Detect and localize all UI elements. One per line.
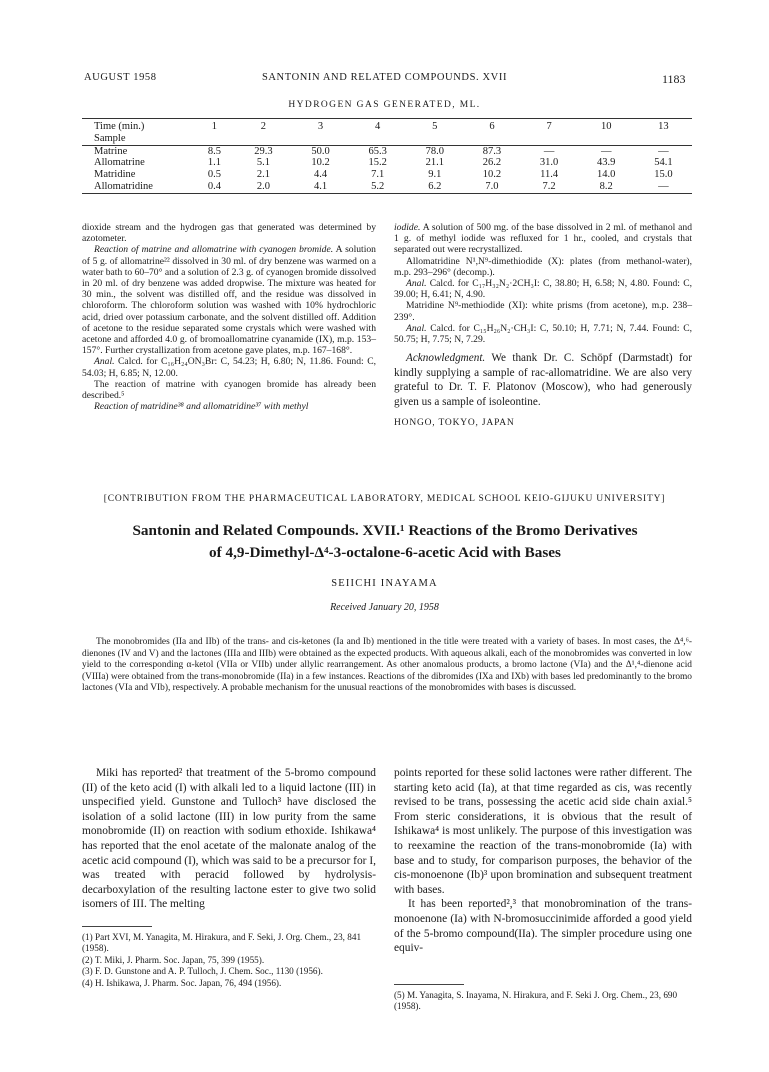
table-header-cell: 4 [375,121,381,132]
table-cell: 9.1 [428,169,442,181]
table-cell: 14.0 [597,169,616,181]
footnote: (1) Part XVI, M. Yanagita, M. Hirakura, and F. Seki, J. Org. Chem., 23, 841 (1958). [82,932,362,954]
acknowledgment [394,351,692,409]
table-cell: 4.4 [313,169,328,181]
table-cell: 50.0 [311,145,330,157]
table-cell: 1.1 [207,157,221,169]
table-cell: 54.1 [654,157,673,169]
table-cell: 21.1 [425,157,444,169]
paragraph [82,401,376,412]
table-header-cell: 2 [260,121,266,132]
section-heading: iodide. [394,222,421,233]
table-cell: — [600,145,612,157]
table-row [82,145,692,157]
section-heading: Reaction of matrine and allomatrine with cyanogen bromide. [94,244,334,256]
footnotes-left [82,932,376,989]
received-date: Received January 20, 1958 [330,602,439,613]
table-header-cell: 7 [546,121,552,132]
table-header-cell: 10 [600,121,612,132]
paragraph-text: Calcd. for C₁₅H₂₆N₂·CH₃I: C, 50.10; H, 7.71; N, 7.44. Found: C, 50.75; H, 7.75; N, 7.29. [394,322,692,346]
table-cell: 6.2 [406,181,463,193]
table-caption: HYDROGEN GAS GENERATED, ML. [288,100,481,110]
paragraph-text: A solution of 5 g. of allomatrine²² dissolved in 30 ml. of dry benzene was warmed on a water bath to 60–70° and a solution of 2.3 g. of cyanogen bromide dissolved in 20 ml. of dry benzene was added dropwise. The mixture was heated for 30 min., the solvent was distilled off, and the residue was dissolved in chloroform. The chloroform solution was washed with 10% hydrochloric acid, dried over potassium carbonate, and the solvent distilled off. Addition of acetone to the residue separated some crystals which were washed with acetone and afforded 4.0 g. of bromoallomatrine cyanamide (IX), m.p. 153–157°. Further crystallization from acetone gave plates, m.p. 167–168°. [82,244,376,357]
footnote: (4) H. Ishikawa, J. Pharm. Soc. Japan, 76, 494 (1956). [82,977,282,988]
paragraph: dioxide stream and the hydrogen gas that generated was determined by azotometer. [82,222,376,245]
table-header-cell: 6 [489,121,495,132]
table-cell: 7.2 [521,181,578,193]
table-header-cell: 5 [432,121,438,132]
footnote: (2) T. Miki, J. Pharm. Soc. Japan, 75, 399 (1955). [82,954,265,965]
table-sample-row [82,133,692,145]
table-cell: 8.2 [578,181,635,193]
paragraph [394,323,692,345]
table-cell: 65.3 [368,145,387,157]
paragraph-text: Calcd. for C₁₇H₃₂N₂·2CH₃I: C, 38.80; H, 6.58; N, 4.80. Found: C, 39.00; H, 6.41; N, 4.90. [394,278,692,301]
row-label: Allomatridine [82,181,194,193]
paragraph: Allomatridine N¹,N⁹-dimethiodide (X): plates (from methanol-water), m.p. 293–296° (decomp.). [394,255,692,278]
table-cell: 7.1 [371,169,385,181]
table-cell: 43.9 [597,157,616,169]
footnote-rule [82,926,152,927]
body-right-column [394,766,692,956]
table-cell: 4.1 [292,181,349,193]
table-cell: 7.0 [463,181,520,193]
paragraph-text: A solution of 500 mg. of the base dissolved in 2 ml. of methanol and 1 g. of methyl iodide was refluxed for 1 hr., cooled, and crystals that separated out were recrystallized. [394,222,692,256]
paragraph: It has been reported²,³ that monobromination of the trans-monoenone (Ia) with N-bromosuccinimide afforded a good yield of the 5-bromo compound(IIa). The simpler procedure using one equiv- [394,898,692,955]
table-header-cell: 3 [317,121,324,132]
article-title-line-1: Santonin and Related Compounds. XVII.¹ Reactions of the Bromo Derivatives [132,522,638,539]
affiliation: HONGO, TOKYO, JAPAN [394,417,515,428]
table-cell: 26.2 [482,157,502,169]
table-cell: 11.4 [540,169,559,181]
table-cell: 15.2 [368,157,387,169]
paragraph: Miki has reported² that treatment of the 5-bromo compound (II) of the keto acid (I) with alkali led to a liquid lactone (III) in unspecified yield. Gunstone and Tulloch³ have disclosed the isolation of a solid lactone (III) in low purity from the same monobromide (II) on reaction with sodium ethoxide. Ishikawa⁴ has reported that the enol acetate of the malonate analog of the acetic acid compound (I), which was said to be a precursor for I, was treated with peracid followed by hydrolysis-decarboxylation of the resulting lactone ester to give two solid isomers of III. The melting [82,767,376,911]
table-cell: 15.0 [654,169,673,181]
table-cell: 2.0 [235,181,292,193]
footnotes-right [394,990,692,1013]
anal-label: Anal. [406,278,427,290]
article-title-line-2: of 4,9-Dimethyl-Δ⁴-3-octalone-6-acetic Acid with Bases [209,544,561,561]
acknowledgment-text: We thank Dr. C. Schöpf (Darmstadt) for kindly supplying a sample of rac-allomatridine. We are also very grateful to Dr. T. F. Platonov (Moscow), who had generously given us a sample of isoleontine. [394,352,692,409]
abstract: The monobromides (IIa and IIb) of the trans- and cis-ketones (Ia and Ib) mentioned in the title were treated with a variety of bases. In most cases, the Δ⁴,⁶-dienones (IV and V) and the lactones (IIIa and IIIb) were obtained as the expected products. With aqueous alkali, each of the monobromides was converted in low yield to the corresponding α-ketol (VIIa or VIIb) under allylic rearrangement. As other anomalous products, a bromo lactone (VIa) and the Δ¹,⁴-dienone acid (VIIIa) were obtained from the trans-monobromide (IIa) in a few instances. Reactions of the dibromides (IXa and IXb) with bases led predominantly to the bromo lactones (VIa and VIb), respectively. A probable mechanism for the unusual reactions of the monobromides with bases is discussed. [82,637,692,693]
table-header-cell: 13 [658,121,669,132]
table-top-rule [82,118,692,119]
table-cell: 10.2 [311,157,330,169]
table-cell: 87.3 [482,145,502,157]
row-label: Allomatrine [94,157,145,169]
table-cell: — [543,145,555,157]
running-header-date: AUGUST 1958 [84,72,157,83]
table-cell: 29.3 [254,145,273,157]
experimental-right-column [394,222,692,429]
hydrogen-gas-table [82,121,692,194]
table-cell: 0.4 [194,181,235,193]
paragraph [82,244,376,356]
running-header-title: SANTONIN AND RELATED COMPOUNDS. XVII [261,72,508,83]
table-cell: 31.0 [539,157,559,169]
table-cell: 5.1 [256,157,270,169]
article-title [60,520,710,564]
author-name: SEIICHI INAYAMA [331,578,438,589]
paragraph [394,222,692,256]
table-cell: 5.2 [349,181,406,193]
anal-label: Anal. [406,322,427,334]
table-header-row [82,121,692,133]
acknowledgment-heading: Acknowledgment. [406,352,486,365]
table-cell: 8.5 [207,145,221,157]
contribution-line: [CONTRIBUTION FROM THE PHARMACEUTICAL LABORATORY, MEDICAL SCHOOL KEIO-GIJUKU UNIVERSITY] [103,494,666,504]
table-cell: 78.0 [425,145,444,157]
section-heading: Reaction of matridine³⁸ and allomatridine³⁷ with methyl [94,401,309,413]
table-cell: — [658,145,669,157]
page-number: 1183 [662,72,686,86]
paragraph: Matridine N⁹-methiodide (XI): white prisms (from acetone), m.p. 238–239°. [394,300,692,323]
paragraph: points reported for these solid lactones were rather different. The starting keto acid (Ia), at that time regarded as cis, was recently revised to be trans, possessing the acetic acid side chain axial.⁵ From steric considerations, it is obvious that the result of Ishikawa⁴ is most unlikely. The purpose of this investigation was to reexamine the reaction of the trans-monobromide (Ia) with base and to study, for comparison purposes, the behavior of the cis-monoenone (Ib)³ upon bromination and subsequent treatment with bases. [394,767,692,896]
paragraph [82,356,376,378]
paragraph-text: Calcd. for C₁₆H₂₄ON₃Br: C, 54.23; H, 6.80; N, 11.86. Found: C, 54.03; H, 6.85; N, 12.00. [82,356,376,379]
row-label: Matrine [94,145,128,157]
anal-label: Anal. [94,356,115,368]
row-label: Matridine [94,169,136,181]
table-row [82,181,692,193]
experimental-left-column [82,222,376,412]
table-cell: 10.2 [482,169,502,181]
paragraph [394,278,692,300]
footnote-rule [394,984,464,985]
paragraph: The reaction of matrine with cyanogen bromide has already been described.⁵ [82,378,376,402]
table-cell: 2.1 [256,169,270,181]
table-row [82,169,692,181]
table-cell: 0.5 [207,169,221,181]
table-row [82,157,692,169]
footnote: (5) M. Yanagita, S. Inayama, N. Hirakura, and F. Seki J. Org. Chem., 23, 690 (1958). [394,990,678,1012]
table-cell: — [635,181,692,193]
table-header-cell: 1 [211,121,218,132]
sample-label: Sample [82,133,194,145]
body-left-column [82,766,376,912]
footnote: (3) F. D. Gunstone and A. P. Tulloch, J. Chem. Soc., 1130 (1956). [82,966,323,977]
time-label: Time (min.) [94,121,145,132]
